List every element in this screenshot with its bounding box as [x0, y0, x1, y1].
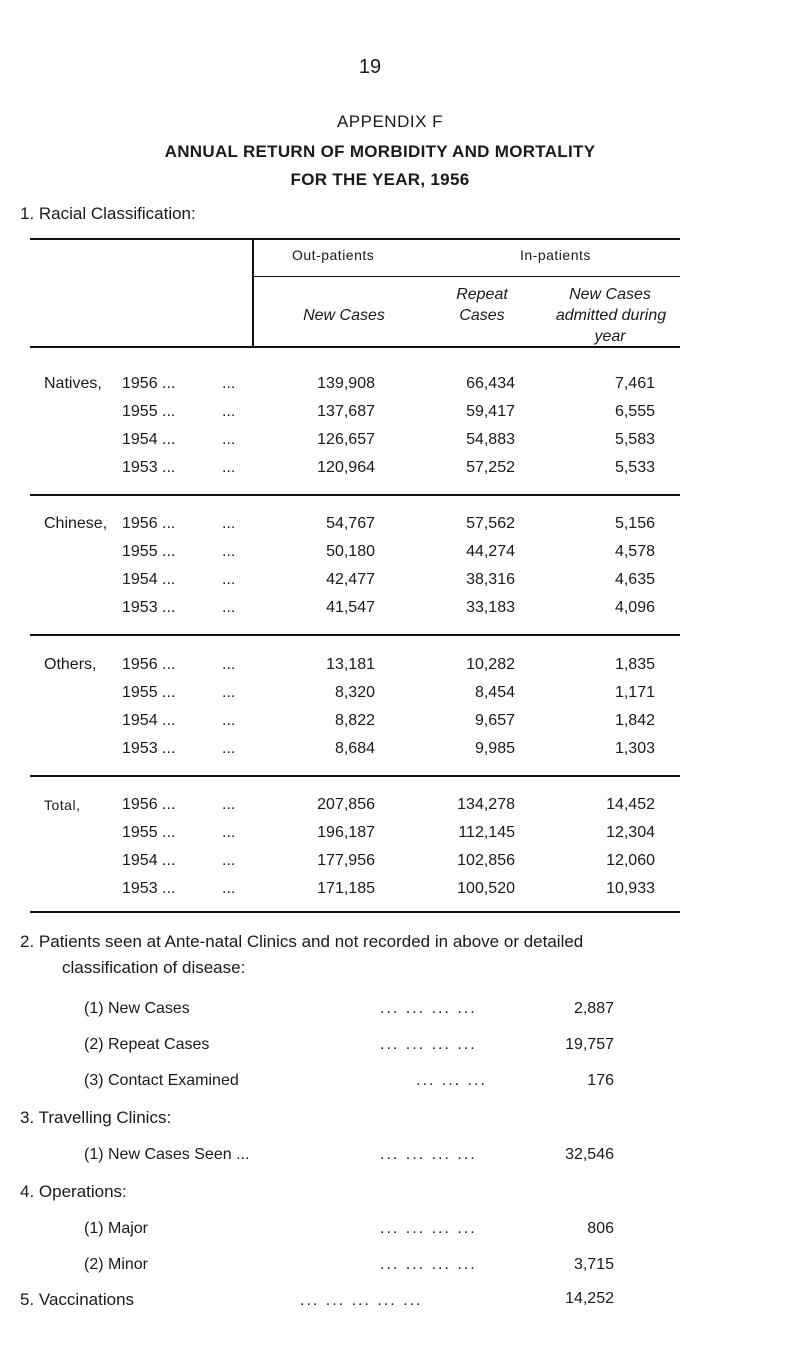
admitted-cell: 1,835 [614, 656, 655, 673]
new-cases-cell: 54,767 [326, 515, 375, 532]
admitted-cell: 12,304 [606, 824, 655, 841]
new-cases-cell: 13,181 [326, 656, 375, 673]
repeat-cases-cell: 44,274 [466, 543, 515, 560]
leader-dots: ... [222, 740, 236, 757]
leader-dots: ... [162, 571, 176, 588]
leader-dots: ... ... ... ... [380, 1146, 477, 1163]
new-cases-cell: 120,964 [317, 459, 375, 476]
repeat-cases-cell: 59,417 [466, 403, 515, 420]
admitted-cell: 6,555 [614, 403, 655, 420]
out-patients-header: Out-patients [292, 247, 375, 263]
leader-dots: ... [222, 431, 236, 448]
leader-dots: ... [222, 852, 236, 869]
admitted-header-l2: admitted during [555, 307, 667, 324]
repeat-cases-cell: 9,657 [474, 712, 515, 729]
admitted-cell: 4,096 [614, 599, 655, 616]
leader-dots: ... [222, 712, 236, 729]
leader-dots: ... [162, 543, 176, 560]
leader-dots: ... [222, 656, 236, 673]
year-cell: 1953 [122, 880, 158, 897]
leader-dots: ... [222, 880, 236, 897]
item-value: 176 [587, 1072, 614, 1089]
leader-dots: ... [222, 543, 236, 560]
admitted-cell: 4,578 [614, 543, 655, 560]
new-cases-cell: 137,687 [317, 403, 375, 420]
new-cases-cell: 8,684 [334, 740, 375, 757]
admitted-cell: 5,533 [614, 459, 655, 476]
item-value: 32,546 [565, 1146, 614, 1163]
repeat-cases-cell: 54,883 [466, 431, 515, 448]
new-cases-cell: 196,187 [317, 824, 375, 841]
item-label: (2) Minor [84, 1256, 149, 1273]
admitted-cell: 7,461 [614, 375, 655, 392]
leader-dots: ... [162, 656, 176, 673]
new-cases-cell: 171,185 [317, 880, 375, 897]
item-value: 3,715 [573, 1256, 614, 1273]
group-rule [30, 775, 680, 777]
year-cell: 1955 [122, 824, 158, 841]
item-label: (2) Repeat Cases [84, 1036, 210, 1053]
leader-dots: ... [222, 571, 236, 588]
repeat-cases-cell: 100,520 [457, 880, 515, 897]
group-label-chinese: Chinese, [44, 515, 108, 532]
leader-dots: ... [162, 712, 176, 729]
admitted-cell: 1,303 [614, 740, 655, 757]
group-rule [30, 494, 680, 496]
section5-label: 5. Vaccinations [20, 1290, 135, 1309]
repeat-cases-header-l1: Repeat [456, 286, 508, 303]
section2-heading: 2. Patients seen at Ante-natal Clinics and not recorded in above or detailed [20, 932, 584, 951]
new-cases-cell: 177,956 [317, 852, 375, 869]
document-title: ANNUAL RETURN OF MORBIDITY AND MORTALITY [164, 142, 596, 161]
repeat-cases-header-l2: Cases [459, 307, 505, 324]
new-cases-cell: 50,180 [326, 543, 375, 560]
leader-dots: ... [162, 599, 176, 616]
group-rule [30, 634, 680, 636]
new-cases-cell: 126,657 [317, 431, 375, 448]
leader-dots: ... [222, 515, 236, 532]
new-cases-cell: 207,856 [317, 796, 375, 813]
leader-dots: ... [222, 824, 236, 841]
item-label: (1) Major [84, 1220, 149, 1237]
year-cell: 1954 [122, 571, 158, 588]
repeat-cases-cell: 33,183 [466, 599, 515, 616]
year-cell: 1956 [122, 375, 158, 392]
item-value: 806 [587, 1220, 614, 1237]
item-label: (1) New Cases Seen ... [84, 1146, 250, 1163]
section2-heading-cont: classification of disease: [62, 958, 246, 977]
leader-dots: ... [162, 515, 176, 532]
year-cell: 1954 [122, 712, 158, 729]
leader-dots: ... [162, 852, 176, 869]
year-cell: 1956 [122, 656, 158, 673]
year-cell: 1954 [122, 431, 158, 448]
leader-dots: ... [222, 375, 236, 392]
group-label-natives: Natives, [44, 375, 102, 392]
year-cell: 1954 [122, 852, 158, 869]
item-label: (3) Contact Examined [84, 1072, 239, 1089]
admitted-cell: 14,452 [606, 796, 655, 813]
leader-dots: ... ... ... ... [380, 1220, 477, 1237]
new-cases-cell: 41,547 [326, 599, 375, 616]
item-value: 14,252 [565, 1290, 614, 1307]
year-cell: 1955 [122, 684, 158, 701]
item-value: 19,757 [565, 1036, 614, 1053]
repeat-cases-cell: 66,434 [466, 375, 515, 392]
group-label-total: Total, [44, 797, 81, 813]
year-cell: 1956 [122, 515, 158, 532]
repeat-cases-cell: 9,985 [474, 740, 515, 757]
new-cases-cell: 8,822 [334, 712, 375, 729]
group-label-others: Others, [44, 656, 97, 673]
repeat-cases-cell: 38,316 [466, 571, 515, 588]
repeat-cases-cell: 10,282 [466, 656, 515, 673]
leader-dots: ... [162, 880, 176, 897]
repeat-cases-cell: 102,856 [457, 852, 515, 869]
table-bottom-rule [30, 911, 680, 913]
new-cases-cell: 8,320 [334, 684, 375, 701]
leader-dots: ... [162, 459, 176, 476]
page-number: 19 [358, 56, 382, 78]
year-cell: 1953 [122, 459, 158, 476]
admitted-cell: 4,635 [614, 571, 655, 588]
year-cell: 1955 [122, 543, 158, 560]
admitted-cell: 5,583 [614, 431, 655, 448]
leader-dots: ... [162, 684, 176, 701]
table-stub-divider [252, 240, 254, 346]
admitted-header-l1: New Cases [569, 286, 651, 303]
admitted-cell: 12,060 [606, 852, 655, 869]
leader-dots: ... [162, 431, 176, 448]
year-cell: 1953 [122, 740, 158, 757]
admitted-cell: 10,933 [606, 880, 655, 897]
repeat-cases-cell: 112,145 [458, 824, 515, 841]
item-value: 2,887 [573, 1000, 614, 1017]
leader-dots: ... [222, 684, 236, 701]
new-cases-header: New Cases [303, 307, 385, 324]
year-cell: 1955 [122, 403, 158, 420]
new-cases-cell: 139,908 [317, 375, 375, 392]
table-top-rule [30, 238, 680, 240]
admitted-cell: 1,171 [614, 684, 655, 701]
leader-dots: ... ... ... ... ... [300, 1292, 423, 1309]
repeat-cases-cell: 57,252 [466, 459, 515, 476]
leader-dots: ... [162, 824, 176, 841]
section3-heading: 3. Travelling Clinics: [20, 1108, 172, 1127]
appendix-label: APPENDIX F [336, 112, 444, 131]
repeat-cases-cell: 134,278 [457, 796, 515, 813]
leader-dots: ... [222, 459, 236, 476]
leader-dots: ... ... ... ... [380, 1000, 477, 1017]
leader-dots: ... [162, 375, 176, 392]
admitted-cell: 5,156 [614, 515, 655, 532]
leader-dots: ... ... ... [416, 1072, 487, 1089]
leader-dots: ... [162, 403, 176, 420]
section1-heading: 1. Racial Classification: [20, 204, 196, 223]
in-patients-header: In-patients [520, 247, 591, 263]
header-subrule [254, 276, 680, 277]
repeat-cases-cell: 57,562 [466, 515, 515, 532]
year-cell: 1953 [122, 599, 158, 616]
leader-dots: ... ... ... ... [380, 1256, 477, 1273]
leader-dots: ... [222, 599, 236, 616]
admitted-header-l3: year [594, 328, 626, 345]
leader-dots: ... [162, 740, 176, 757]
section4-heading: 4. Operations: [20, 1182, 127, 1201]
leader-dots: ... [162, 796, 176, 813]
leader-dots: ... [222, 403, 236, 420]
leader-dots: ... ... ... ... [380, 1036, 477, 1053]
item-label: (1) New Cases [84, 1000, 190, 1017]
leader-dots: ... [222, 796, 236, 813]
repeat-cases-cell: 8,454 [474, 684, 515, 701]
document-title-year: FOR THE YEAR, 1956 [290, 170, 470, 189]
year-cell: 1956 [122, 796, 158, 813]
new-cases-cell: 42,477 [326, 571, 375, 588]
admitted-cell: 1,842 [614, 712, 655, 729]
